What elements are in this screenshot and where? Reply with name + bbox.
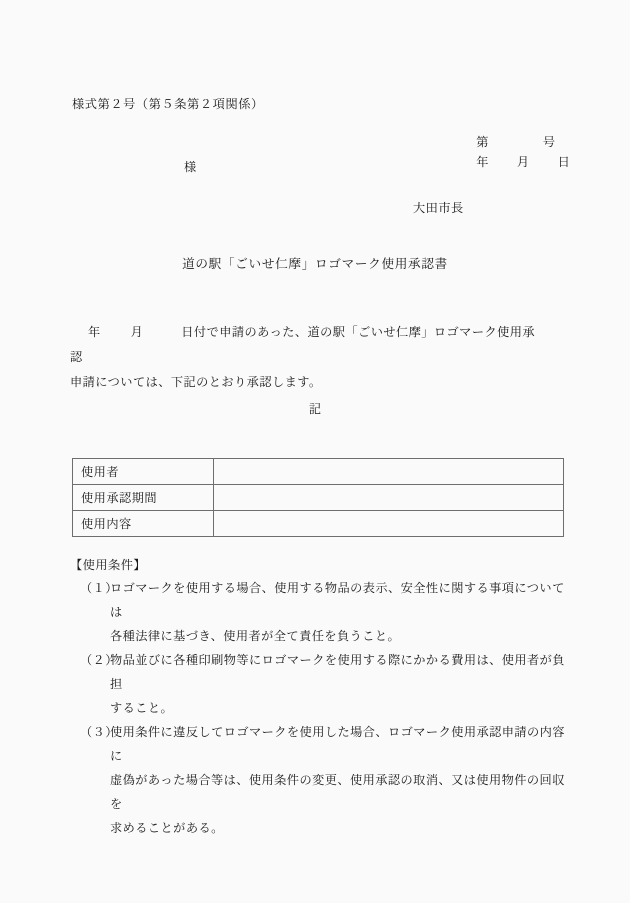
ki-marker: 記 (308, 402, 322, 416)
document-number-prefix: 第 (476, 135, 489, 149)
condition-line-1: 使用条件に違反してロゴマークを使用した場合、ロゴマーク使用承認申請の内容に (110, 725, 565, 763)
body-line2-text: 申請については、下記のとおり承認します。 (70, 375, 322, 389)
date-month-label: 月 (516, 155, 530, 169)
conditions-section (70, 554, 570, 840)
table-row-value[interactable] (214, 511, 564, 537)
condition-marker: （１） (80, 581, 118, 595)
condition-line-3: 求めることがある。 (110, 821, 224, 835)
table-row-label: 使用者 (73, 459, 214, 485)
form-number: 様式第２号（第５条第２項関係） (72, 97, 264, 111)
document-number-suffix: 号 (542, 135, 556, 149)
usage-table (72, 458, 564, 537)
condition-line-2: 虚偽があった場合等は、使用条件の変更、使用承認の取消、又は使用物件の回収を (110, 773, 565, 811)
condition-line-2: 各種法律に基づき、使用者が全て責任を負うこと。 (110, 629, 401, 643)
body-line1-text: 日付で申請のあった、道の駅「ごいせ仁摩」ロゴマーク使用承認 (70, 325, 536, 364)
issuer-name: 大田市長 (413, 201, 464, 215)
condition-item (70, 648, 570, 720)
body-year-label: 年 (88, 325, 101, 339)
conditions-heading: 【使用条件】 (70, 558, 147, 572)
condition-item (70, 576, 570, 648)
table-row (73, 459, 564, 485)
body-paragraph (70, 320, 540, 395)
date-day-label: 日 (557, 155, 571, 169)
table-row-value[interactable] (214, 485, 564, 511)
condition-line-1: 物品並びに各種印刷物等にロゴマークを使用する際にかかる費用は、使用者が負担 (110, 653, 565, 691)
table-row-label: 使用承認期間 (73, 485, 214, 511)
body-month-label: 月 (130, 325, 144, 339)
condition-line-1: ロゴマークを使用する場合、使用する物品の表示、安全性に関する事項については (110, 581, 565, 619)
document-title: 道の駅「ごいせ仁摩」ロゴマーク使用承認書 (182, 257, 448, 271)
document-date-row (462, 138, 570, 185)
condition-marker: （２） (80, 653, 118, 667)
condition-line-2: すること。 (110, 701, 174, 715)
date-year-label: 年 (476, 155, 489, 169)
table-row-value[interactable] (214, 459, 564, 485)
condition-item (70, 720, 570, 840)
addressee-honorific: 様 (184, 160, 197, 174)
table-row (73, 511, 564, 537)
table-row (73, 485, 564, 511)
table-row-label: 使用内容 (73, 511, 214, 537)
condition-marker: （３） (80, 725, 118, 739)
